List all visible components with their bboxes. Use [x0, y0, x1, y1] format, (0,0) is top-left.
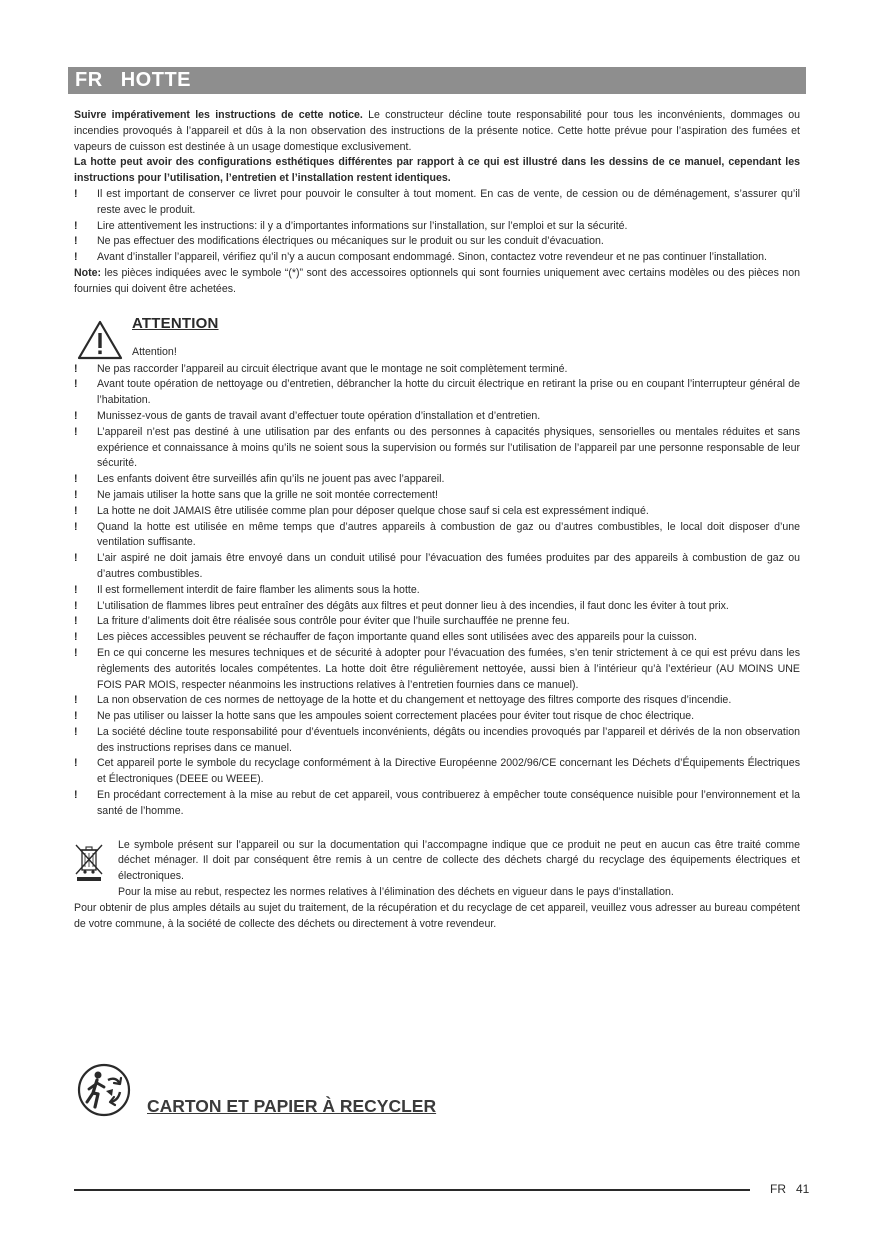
- crossed-bin-icon: [74, 843, 104, 883]
- exclamation-icon: !: [74, 552, 78, 565]
- exclamation-icon: !: [74, 646, 78, 659]
- exclamation-icon: !: [74, 504, 78, 517]
- note-label: Note:: [74, 266, 102, 279]
- warning-text: Il est formellement interdit de faire flamber les aliments sous la hotte.: [97, 583, 420, 596]
- warning-text: Ne jamais utiliser la hotte sans que la grille ne soit montée correctement!: [97, 488, 438, 501]
- warning-item: [74, 614, 800, 630]
- warning-item: [74, 409, 800, 425]
- exclamation-icon: !: [74, 488, 78, 501]
- warning-item: [74, 725, 800, 757]
- warning-item: [74, 646, 800, 693]
- warning-item: [74, 599, 800, 615]
- warning-item: [74, 756, 800, 788]
- warning-text: Les enfants doivent être surveillés afin qu’ils ne jouent pas avec l’appareil.: [97, 473, 445, 486]
- warning-item: [74, 187, 800, 219]
- warning-text: L’air aspiré ne doit jamais être envoyé dans un conduit utilisé pour l’évacuation des fumées produites par des appareils à combustion de gaz ou d’autres combustibles.: [97, 552, 800, 580]
- attention-block: [74, 316, 800, 362]
- intro-bold: Suivre impérativement les instructions de cette notice.: [74, 109, 363, 121]
- warning-text: Ne pas effectuer des modifications électriques ou mécaniques sur le produit ou sur les conduit d’évacuation.: [97, 235, 604, 248]
- warning-item: [74, 551, 800, 583]
- warning-item: [74, 693, 800, 709]
- warning-item: [74, 504, 800, 520]
- page-number: 41: [796, 1182, 810, 1196]
- attention-subtitle: Attention!: [132, 345, 177, 358]
- warning-item: [74, 488, 800, 504]
- exclamation-icon: !: [74, 789, 78, 802]
- warning-item: [74, 219, 800, 235]
- exclamation-icon: !: [74, 583, 78, 596]
- exclamation-icon: !: [74, 757, 78, 770]
- warning-text: Avant d’installer l’appareil, vérifiez qu’il n’y a aucun composant endommagé. Sinon, contactez votre revendeur et ne pas continuer l’installation.: [97, 251, 767, 264]
- warning-text: Les pièces accessibles peuvent se réchauffer de façon importante quand elles sont utilisées avec des appareils pour la cuisson.: [97, 631, 697, 644]
- intro-text: Le constructeur décline toute responsabilité pour tous les inconvénients, dommages ou incendies provoqués à l’appareil et dûs à la non observation des instructions de la présente notice. Cette hotte prévue pour l’aspiration des fumées et vapeurs de cuisson est destinée à un usage domestique exclusivement.: [74, 109, 801, 153]
- exclamation-icon: !: [74, 409, 78, 422]
- weee-paragraph-1: Le symbole présent sur l’appareil ou sur la documentation qui l’accompagne indique que ce produit ne peut en aucun cas être traité comme déchet ménager. Il doit par conséquent être remis à un centre de collecte des déchets chargé du recyclage des équipements électriques et électroniques.: [118, 838, 800, 883]
- footer: [770, 1182, 819, 1196]
- recycle-person-icon: [76, 1062, 132, 1118]
- exclamation-icon: !: [74, 425, 78, 438]
- exclamation-icon: !: [74, 362, 78, 375]
- footer-rule: [74, 1189, 750, 1191]
- exclamation-icon: !: [74, 694, 78, 707]
- warning-text: L’appareil n’est pas destiné à une utilisation par des enfants ou des personnes à capacités physiques, sensorielles ou mentales réduites et sans expérience et connaissance à moins qu’ils ne soient sous la supervision ou formés sur l’utilisation de l’appareil par une personne responsable de leur sécurité.: [97, 425, 800, 470]
- exclamation-icon: !: [74, 725, 78, 738]
- exclamation-icon: !: [74, 631, 78, 644]
- note-paragraph: [74, 266, 800, 298]
- warning-text: La non observation de ces normes de nettoyage de la hotte et du changement et nettoyage des filtres comporte des risques d’incendie.: [97, 694, 732, 707]
- exclamation-icon: !: [74, 473, 78, 486]
- intro-paragraph: [74, 108, 800, 155]
- warning-text: En procédant correctement à la mise au rebut de cet appareil, vous contribuerez à empêcher toute conséquence nuisible pour l’environnement et la santé de l’homme.: [97, 789, 800, 817]
- warning-text: Avant toute opération de nettoyage ou d’entretien, débrancher la hotte du circuit électrique en retirant la prise ou en coupant l’interrupteur général de l’habitation.: [97, 378, 800, 407]
- exclamation-icon: !: [74, 520, 78, 533]
- exclamation-icon: !: [74, 710, 78, 723]
- header-lang: FR: [75, 69, 103, 91]
- note-text: les pièces indiquées avec le symbole “(*)” sont des accessoires optionnels qui sont fournies uniquement avec certains modèles ou des pièces non fournies qui doivent être achetées.: [74, 266, 800, 295]
- warning-item: [74, 583, 800, 599]
- warning-text: En ce qui concerne les mesures techniques et de sécurité à adopter pour l’évacuation des fumées, s’en tenir strictement à ce qui est prévu dans les règlements des autorités locales compétentes. La hotte doit être régulièrement nettoyée, aussi bien à l’intérieur qu’à l’extérieur (AU MOINS UNE FOIS PAR MOIS, respecter néanmoins les instructions relatives à l’entretien fournies dans ce manuel).: [97, 646, 800, 691]
- weee-block: [74, 838, 800, 901]
- warning-item: [74, 234, 800, 250]
- warning-text: L’utilisation de flammes libres peut entraîner des dégâts aux filtres et peut donner lieu à des incendies, il faut donc les éviter à tout prix.: [97, 599, 729, 612]
- exclamation-icon: !: [74, 615, 78, 628]
- intro-warning-list: [74, 187, 800, 266]
- warning-text: La friture d’aliments doit être réalisée sous contrôle pour éviter que l’huile surchauffée ne prenne feu.: [97, 615, 570, 628]
- warning-item: [74, 362, 800, 378]
- warning-item: [74, 630, 800, 646]
- warning-text: Ne pas raccorder l’appareil au circuit électrique avant que le montage ne soit complètement terminé.: [97, 362, 568, 375]
- header-title: HOTTE: [120, 69, 192, 91]
- warning-item: [74, 425, 800, 472]
- warning-item: [74, 709, 800, 725]
- recycle-title: CARTON ET PAPIER À RECYCLER: [147, 1096, 437, 1116]
- recycle-block: [76, 1062, 437, 1122]
- config-paragraph: La hotte peut avoir des configurations esthétiques différentes par rapport à ce qui est illustré dans les dessins de ce manuel, cependant les instructions pour l’utilisation, l’entretien et l’installation restent identiques.: [74, 156, 800, 185]
- exclamation-icon: !: [74, 378, 78, 391]
- exclamation-icon: !: [74, 251, 78, 264]
- warning-item: [74, 520, 800, 552]
- warning-triangle-icon: [76, 319, 124, 361]
- warning-item: [74, 788, 800, 820]
- warning-item: [74, 472, 800, 488]
- warning-text: La société décline toute responsabilité pour d’éventuels inconvénients, dégâts ou incendies provoqués par l’appareil et dérivés de la non observation des instructions reprises dans ce manuel.: [97, 725, 800, 754]
- warning-text: Lire attentivement les instructions: il y a d’importantes informations sur l’installation, sur l’emploi et sur la sécurité.: [97, 219, 628, 232]
- warning-text: Il est important de conserver ce livret pour pouvoir le consulter à tout moment. En cas de vente, de cession ou de déménagement, s’assurer qu’il reste avec le produit.: [97, 187, 800, 216]
- section-header: [68, 67, 806, 94]
- attention-title: ATTENTION: [132, 314, 219, 332]
- weee-paragraph-2: Pour la mise au rebut, respectez les normes relatives à l’élimination des déchets en vigueur dans le pays d’installation.: [118, 886, 674, 899]
- warning-item: [74, 250, 800, 266]
- warning-text: Quand la hotte est utilisée en même temps que d’autres appareils à combustion de gaz ou d’autres combustibles, le local doit disposer d’une ventilation suffisante.: [97, 520, 800, 549]
- warning-text: Cet appareil porte le symbole du recyclage conformément à la Directive Européenne 2002/96/CE concernant les Déchets d’Équipements Électriques et Électroniques (DEEE ou WEEE).: [97, 757, 800, 786]
- warning-item: [74, 377, 800, 409]
- document-body: [74, 108, 800, 932]
- attention-warning-list: [74, 362, 800, 820]
- weee-paragraph-3: Pour obtenir de plus amples détails au sujet du traitement, de la récupération et du recyclage de cet appareil, veuillez vous adresser au bureau compétent de votre commune, à la société de collecte des déchets ou directement à votre revendeur.: [74, 901, 800, 930]
- exclamation-icon: !: [74, 599, 78, 612]
- exclamation-icon: !: [74, 219, 78, 232]
- warning-text: Ne pas utiliser ou laisser la hotte sans que les ampoules soient correctement placées pour éviter tout risque de choc électrique.: [97, 710, 695, 723]
- warning-text: La hotte ne doit JAMAIS être utilisée comme plan pour déposer quelque chose sauf si cela est expressément indiqué.: [97, 504, 649, 517]
- warning-text: Munissez-vous de gants de travail avant d’effectuer toute opération d’installation et d’entretien.: [97, 409, 541, 422]
- footer-lang: FR: [770, 1182, 786, 1196]
- exclamation-icon: !: [74, 235, 78, 248]
- exclamation-icon: !: [74, 187, 78, 200]
